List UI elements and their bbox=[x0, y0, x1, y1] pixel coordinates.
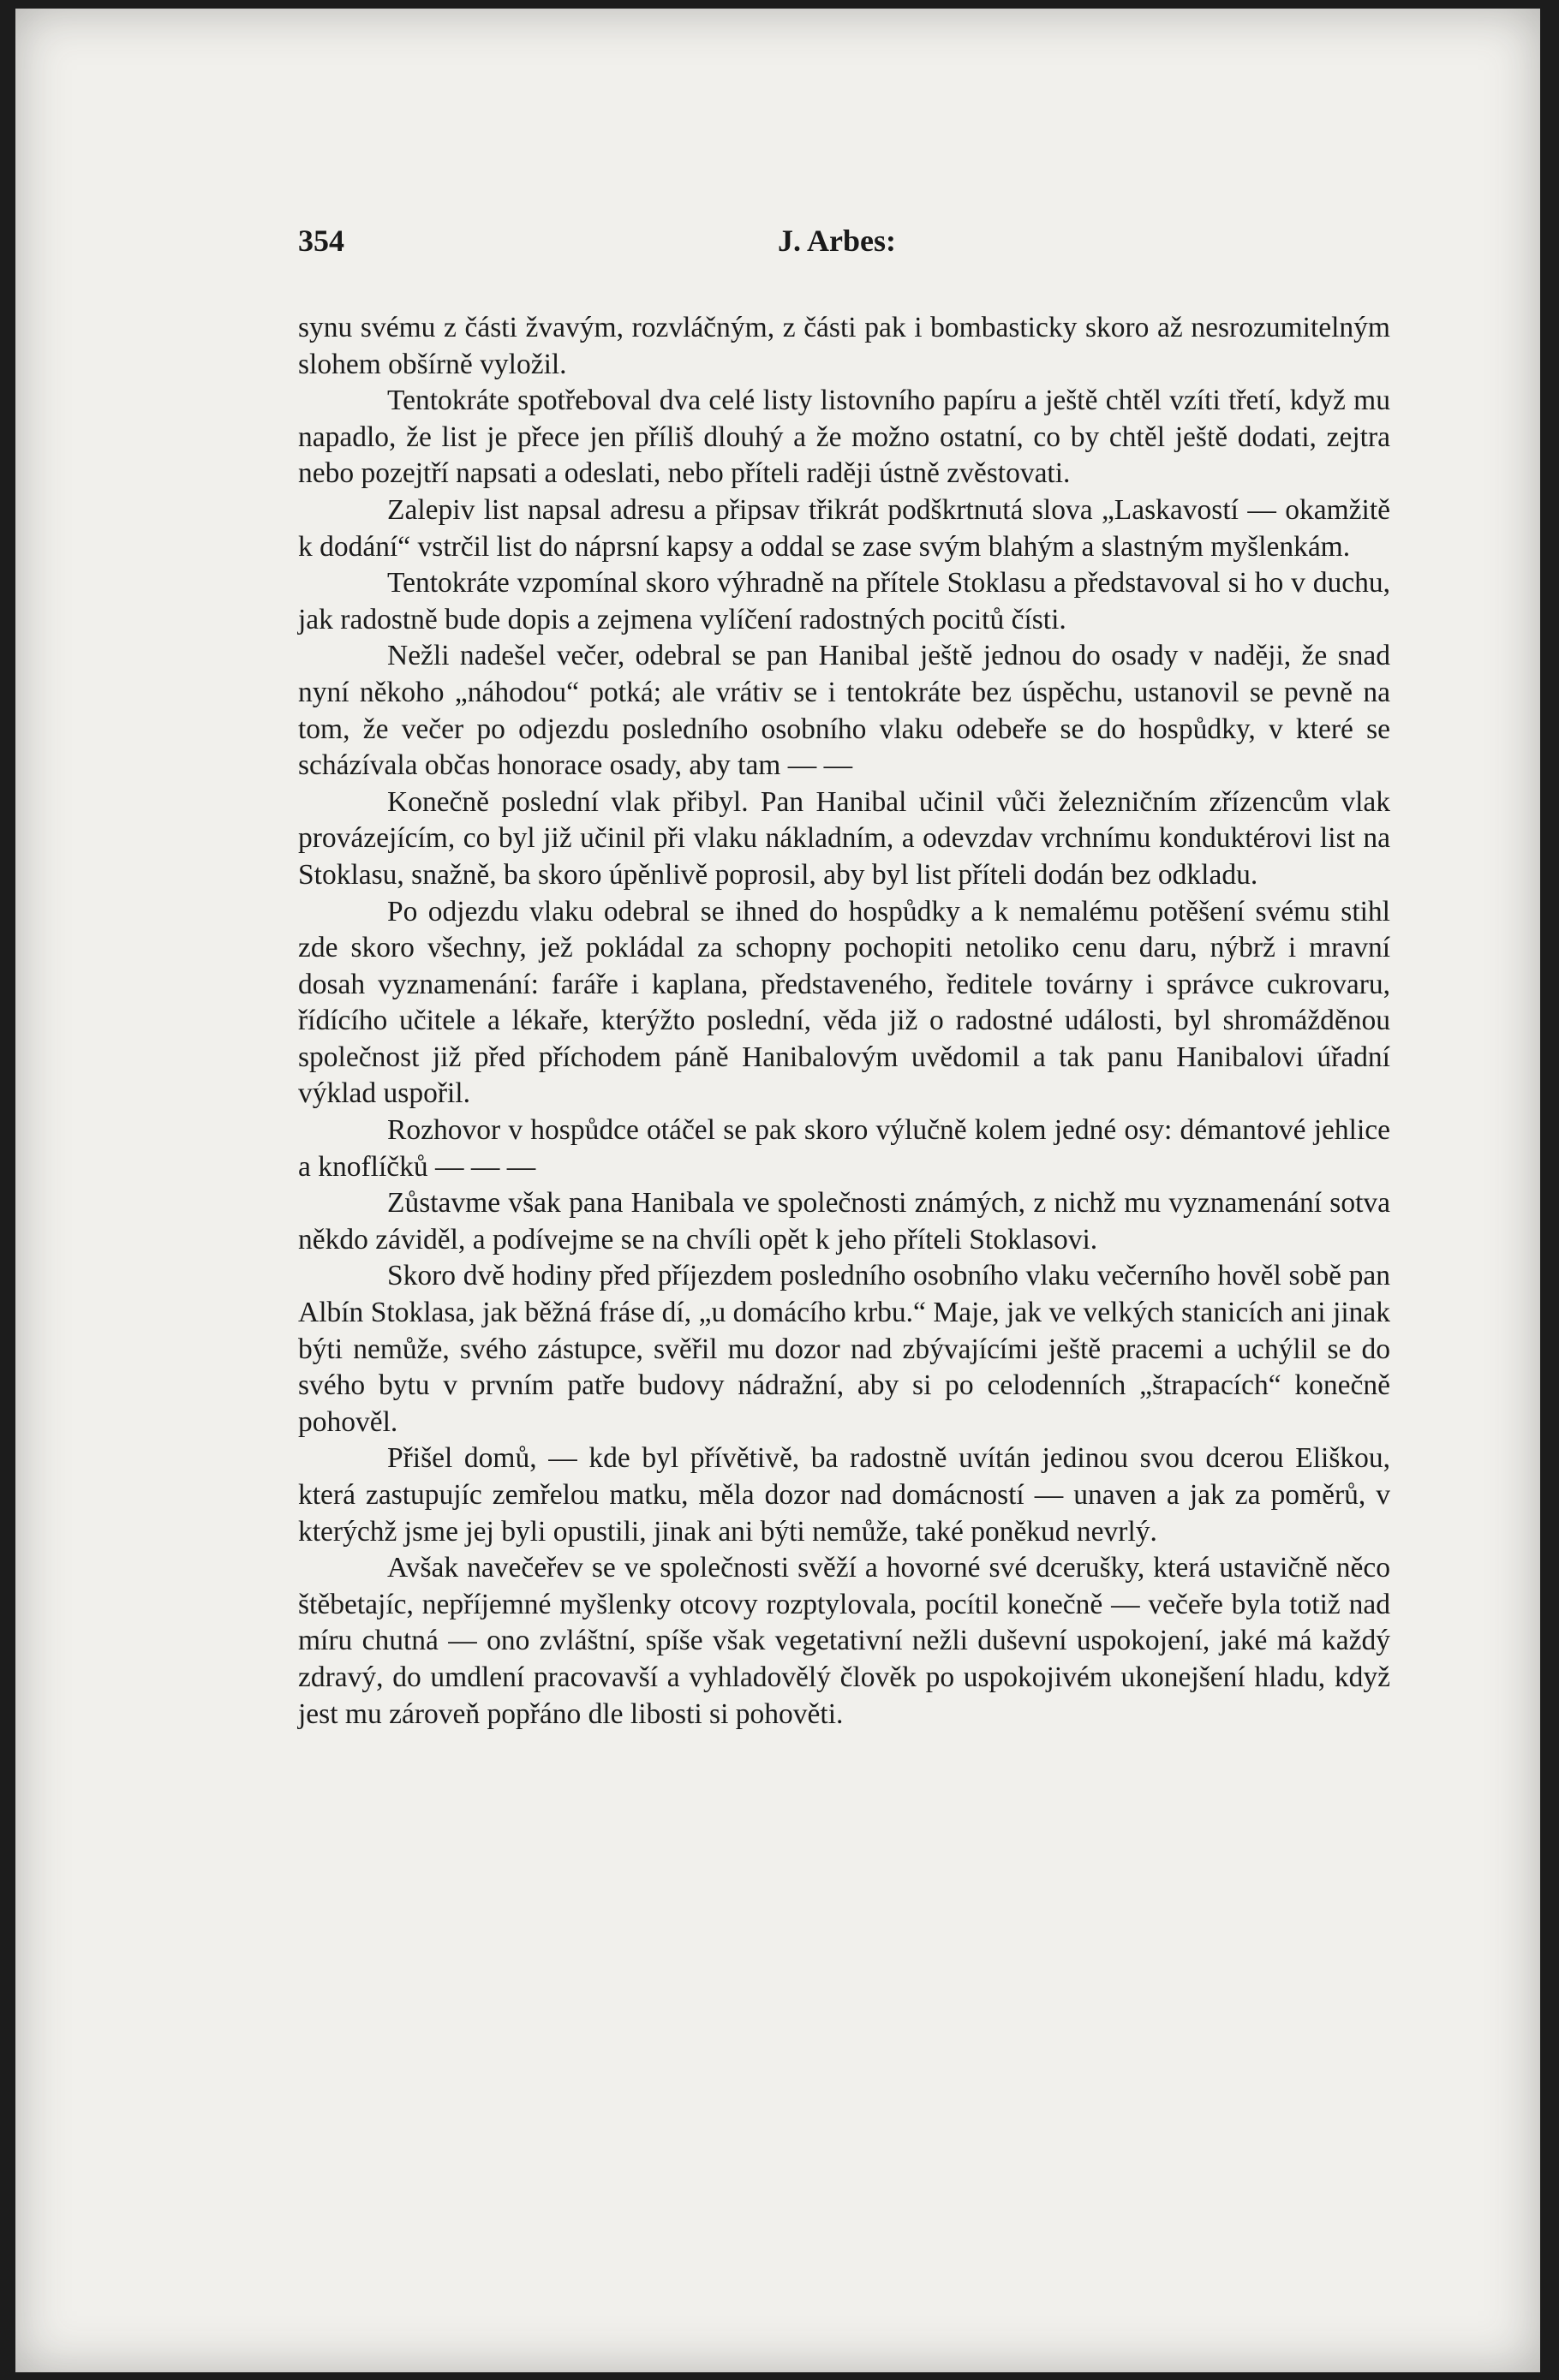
paragraph-7: Po odjezdu vlaku odebral se ihned do hospůdky a k nemalému potěšení svému stihl zde skoro všechny, jež pokládal za schopny pochopiti netoliko cenu daru, nýbrž i mravní dosah vyznamenání: faráře i kaplana, představeného, ředitele továrny i správce cukrovaru, řídícího učitele a lékaře, kterýžto poslední, věda již o radostné události, byl shromážděnou společnost již před příchodem páně Hanibalovým uvědomil a tak panu Hanibalovi úřadní výklad uspořil. bbox=[298, 895, 1390, 1110]
paragraph-10: Skoro dvě hodiny před příjezdem posledního osobního vlaku večerního hověl sobě pan Albín Stoklasa, jak běžná fráse dí, „u domácího krbu.“ Maje, jak ve velkých stanicích ani jinak býti nemůže, svého zástupce, svěřil mu dozor nad zbývajícími ještě pracemi a uchýlil se do svého bytu v prvním patře budovy nádražní, aby si po celodenních „štrapacích“ konečně pohověl. bbox=[298, 1260, 1390, 1438]
paragraph-8: Rozhovor v hospůdce otáčel se pak skoro výlučně kolem jedné osy: démantové jehlice a knoflíčků — — — bbox=[298, 1114, 1390, 1183]
book-page bbox=[15, 9, 1540, 2372]
paragraph-1: synu svému z části žvavým, rozvláčným, z části pak i bombasticky skoro až nesrozumitelným slohem obšírně vyložil. bbox=[298, 312, 1390, 380]
paragraph-3: Zalepiv list napsal adresu a připsav třikrát podškrtnutá slova „Laskavostí — okamžitě k dodání“ vstrčil list do náprsní kapsy a oddal se zase svým blahým a slastným myšlenkám. bbox=[298, 493, 1390, 563]
paragraph-5: Nežli nadešel večer, odebral se pan Hanibal ještě jednou do osady v naději, že snad nyní někoho „náhodou“ potká; ale vrátiv se i tentokráte bez úspěchu, ustanovil se pevně na tom, že večer po odjezdu posledního osobního vlaku odebeře se do hospůdky, v které se scházívala občas honorace osady, aby tam — — bbox=[298, 640, 1390, 782]
body-text bbox=[298, 310, 1390, 1733]
page-number: 354 bbox=[298, 224, 344, 258]
paragraph-12: Avšak navečeřev se ve společnosti svěží a hovorné své dcerušky, která ustavičně něco štěbetajíc, nepříjemné myšlenky otcovy rozptylovala, pocítil konečně — večeře byla totiž nad míru chutná — ono zvláštní, spíše však vegetativní nežli duševní uspokojení, jaké má každý zdravý, do umdlení pracovavší a vyhladovělý člověk po uspokojivém ukonejšení hladu, když jest mu zároveň popřáno dle libosti si pohověti. bbox=[298, 1552, 1390, 1730]
paragraph-6: Konečně poslední vlak přibyl. Pan Hanibal učinil vůči železničním zřízencům vlak provázejícím, co byl již učinil při vlaku nákladním, a odevzdav vrchnímu konduktérovi list na Stoklasu, snažně, ba skoro úpěnlivě poprosil, aby byl list příteli dodán bez odkladu. bbox=[298, 785, 1390, 891]
paragraph-9: Zůstavme však pana Hanibala ve společnosti známých, z nichž mu vyznamenání sotva někdo záviděl, a podívejme se na chvíli opět k jeho příteli Stoklasovi. bbox=[298, 1187, 1390, 1256]
paragraph-4: Tentokráte vzpomínal skoro výhradně na přítele Stoklasu a představoval si ho v duchu, jak radostně bude dopis a zejmena vylíčení radostných pocitů čísti. bbox=[298, 567, 1390, 635]
paragraph-2: Tentokráte spotřeboval dva celé listy listovního papíru a ještě chtěl vzíti třetí, když mu napadlo, že list je přece jen příliš dlouhý a že možno ostatní, co by chtěl ještě dodati, zejtra nebo pozejtří napsati a odeslati, nebo příteli raději ústně zvěstovati. bbox=[298, 385, 1390, 490]
running-head: J. Arbes: bbox=[778, 224, 896, 258]
paragraph-11: Přišel domů, — kde byl přívětivě, ba radostně uvítán jedinou svou dcerou Eliškou, která zastupujíc zemřelou matku, měla dozor nad domácností — unaven a jak za poměrů, v kterýchž jsme jej byli opustili, jinak ani býti nemůže, také poněkud nevrlý. bbox=[298, 1442, 1390, 1548]
page-header bbox=[279, 223, 1393, 274]
